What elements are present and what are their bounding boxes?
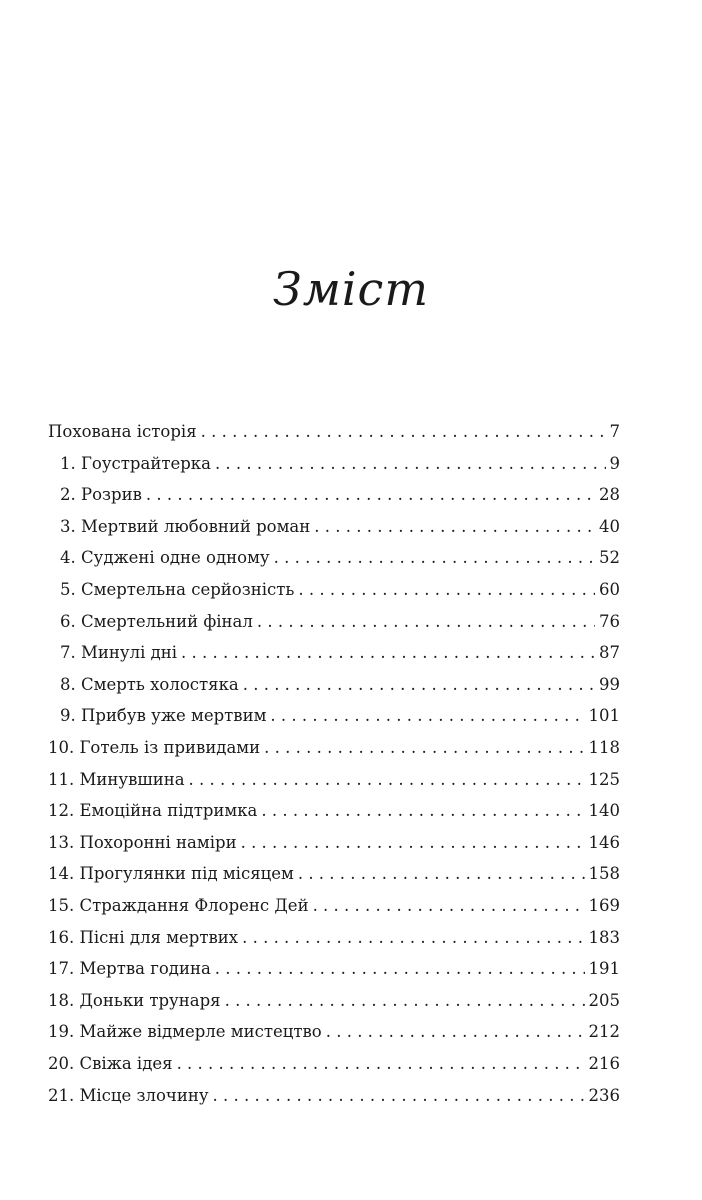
toc-entry [48,732,620,764]
toc-leader-dots [313,890,585,922]
toc-leader-dots [314,511,595,543]
toc-entry [48,764,620,796]
toc-entry-page: 125 [588,769,620,789]
toc-entry-label: 16. Пісні для мертвих [48,927,239,947]
toc-entry-label: 14. Прогулянки під місяцем [48,864,294,884]
toc-entry-label: 3. Мертвий любовний роман [60,516,311,536]
toc-entry-label: 1. Гоустрайтерка [60,453,211,473]
toc-entry-page: 52 [599,548,620,568]
toc-entry-page: 76 [599,611,620,631]
toc-entry [48,574,620,606]
toc-entry [48,1048,620,1080]
toc-entry [48,985,620,1017]
toc-entry-label: 4. Суджені одне одному [60,548,270,568]
toc-entry-page: 7 [609,422,620,441]
toc-entry [48,795,620,827]
toc-leader-dots [177,1048,585,1080]
toc-entry-label: 18. Доньки трунаря [48,990,221,1010]
toc-entry-page: 216 [588,1054,620,1073]
toc-leader-dots [264,732,584,764]
toc-entry-label: 7. Минулі дні [60,643,178,663]
toc-entry [48,953,620,985]
toc-entry-label: Похована історія [48,422,197,441]
toc-entry-page: 99 [599,674,620,694]
toc-leader-dots [270,700,584,732]
toc-entry [48,479,620,511]
toc-entry-label: 19. Майже відмерле мистецтво [48,1022,322,1042]
toc-leader-dots [261,795,584,827]
toc-entry [48,1016,620,1048]
toc-entry-page: 169 [588,896,620,915]
toc-leader-dots [257,606,595,638]
toc-leader-dots [298,858,585,890]
toc-entry [48,1080,620,1112]
toc-entry [48,511,620,543]
toc-entry [48,890,620,922]
toc-entry [48,606,620,638]
toc-entry-label: 11. Минувшина [48,769,185,789]
toc-entry-page: 158 [588,864,620,884]
toc-leader-dots [181,637,595,669]
toc-entry [48,700,620,732]
toc-entry-page: 236 [588,1085,620,1105]
toc-entry [48,669,620,701]
toc-entry [48,827,620,859]
toc-leader-dots [242,922,584,954]
toc-leader-dots [146,479,595,511]
toc-leader-dots [201,416,606,448]
toc-entry-page: 183 [588,927,620,947]
toc-entry-label: 21. Місце злочину [48,1085,209,1105]
toc-entry-page: 146 [588,832,620,852]
toc-entry [48,416,620,448]
toc-entry-page: 140 [588,801,620,821]
toc-entry-label: 5. Смертельна серйозність [60,580,295,599]
toc-leader-dots [189,764,585,796]
toc-leader-dots [215,448,606,480]
toc-leader-dots [225,985,585,1017]
toc-entry-page: 191 [588,959,620,979]
toc-entry-label: 13. Похоронні наміри [48,832,237,852]
toc-entry [48,637,620,669]
toc-entry-label: 20. Свіжа ідея [48,1054,173,1073]
toc-entry-label: 9. Прибув уже мертвим [60,706,267,726]
toc-entry [48,448,620,480]
toc-entry-page: 118 [588,738,620,757]
page-title: Зміст [273,262,429,316]
toc-entry-page: 40 [599,516,620,536]
toc-entry-label: 2. Розрив [60,485,142,505]
toc-leader-dots [243,669,595,701]
toc-leader-dots [213,1080,585,1112]
toc-entry-page: 9 [609,453,620,473]
toc-entry-page: 212 [588,1022,620,1042]
toc-leader-dots [215,953,585,985]
toc-entry [48,542,620,574]
toc-entry-label: 15. Страждання Флоренс Дей [48,896,309,915]
toc-entry-page: 101 [588,706,620,726]
toc-leader-dots [298,574,595,606]
toc-entry-page: 28 [599,485,620,505]
toc-entry [48,858,620,890]
toc-entry-label: 8. Смерть холостяка [60,674,239,694]
toc-entry-page: 205 [588,990,620,1010]
toc-leader-dots [274,542,595,574]
toc-leader-dots [241,827,585,859]
toc-entry-page: 87 [599,643,620,663]
toc-entry-label: 10. Готель із привидами [48,738,261,757]
toc-entry [48,922,620,954]
toc-leader-dots [326,1016,585,1048]
toc-entry-label: 6. Смертельний фінал [60,611,253,631]
toc-entry-page: 60 [599,580,620,599]
toc-entry-label: 12. Емоційна підтримка [48,801,258,821]
toc-entry-label: 17. Мертва година [48,959,211,979]
